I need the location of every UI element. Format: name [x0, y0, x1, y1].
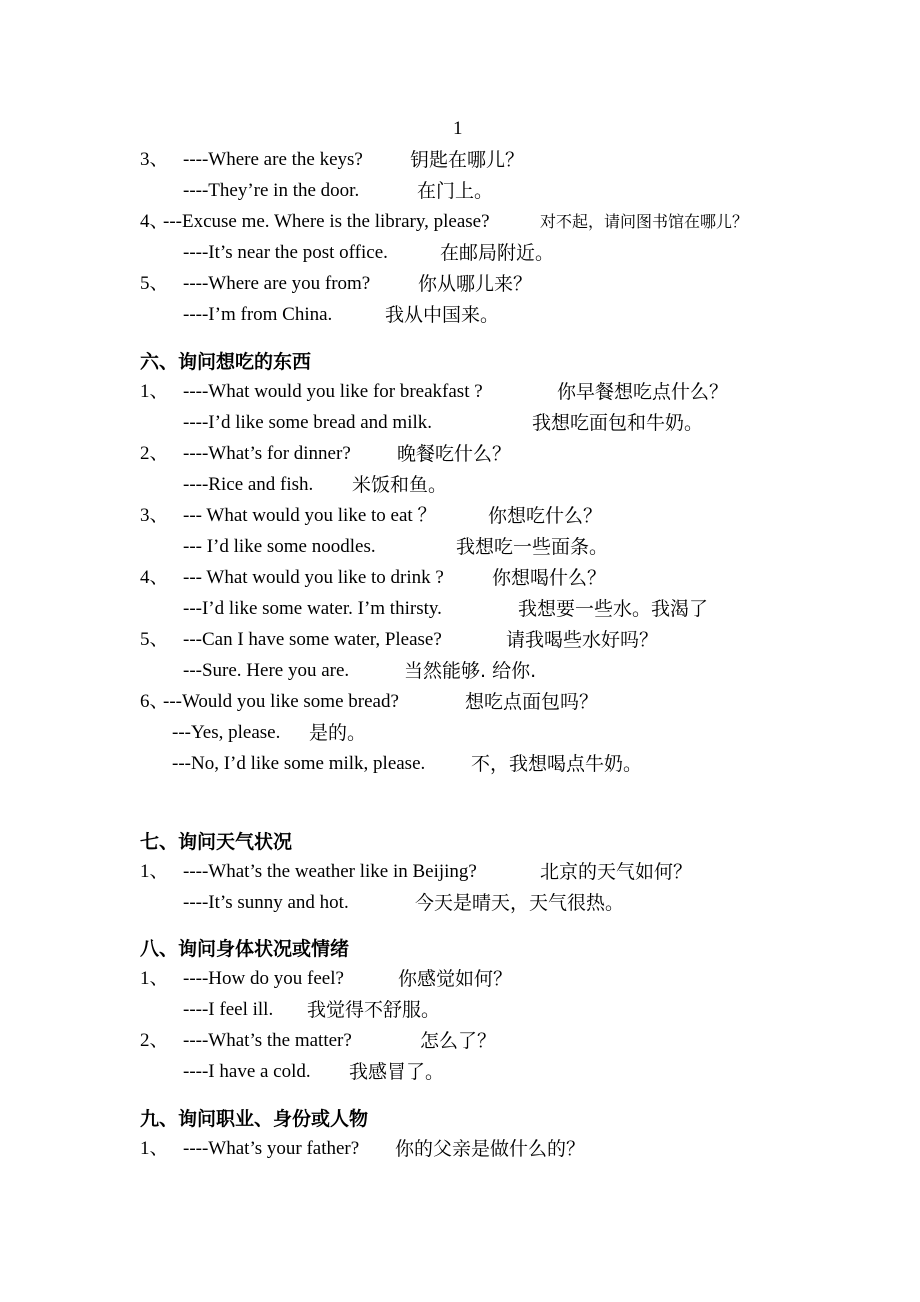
section-heading: 六、询问想吃的东西	[140, 351, 312, 373]
answer-chinese: 我想吃面包和牛奶。	[532, 412, 704, 434]
answer-english: ----I have a cold.	[183, 1061, 311, 1082]
question-english: ----What’s your father?	[183, 1138, 360, 1159]
question-chinese: 你的父亲是做什么的？	[395, 1138, 586, 1160]
item-number: 4、	[140, 567, 169, 588]
question-english: ---Would you like some bread?	[163, 691, 399, 712]
answer-english: ----I’m from China.	[183, 304, 333, 325]
answer-english: ----Rice and fish.	[183, 474, 314, 495]
question-english: ----Where are you from?	[183, 273, 371, 294]
question-english: ----How do you feel?	[183, 968, 344, 989]
answer-english: ----They’re in the door.	[183, 180, 360, 201]
answer-english: ----I feel ill.	[183, 999, 274, 1020]
question-english: --- What would you like to drink ?	[183, 567, 444, 588]
section-heading: 七、询问天气状况	[140, 831, 293, 853]
answer-chinese: 我从中国来。	[385, 304, 500, 326]
item-number: 5、	[140, 273, 169, 294]
answer-chinese: 当然能够. 给你.	[404, 660, 537, 682]
question-english: ----What’s the weather like in Beijing?	[183, 861, 477, 882]
item-number: 1、	[140, 968, 169, 989]
question-chinese: 晚餐吃什么？	[397, 443, 512, 465]
answer-chinese: 我想要一些水。我渴了	[518, 598, 709, 620]
answer-english: ----It’s sunny and hot.	[183, 892, 349, 913]
answer-english: ----I’d like some bread and milk.	[183, 412, 433, 433]
answer-chinese: 在门上。	[417, 180, 494, 202]
answer-english: ---I’d like some water. I’m thirsty.	[183, 598, 442, 619]
question-chinese: 怎么了？	[420, 1030, 497, 1052]
item-number: 3、	[140, 149, 169, 170]
section-heading: 九、询问职业、身份或人物	[140, 1108, 369, 1130]
question-chinese: 北京的天气如何？	[540, 861, 693, 883]
answer-english: ---Sure. Here you are.	[183, 660, 350, 681]
item-number: 1、	[140, 1138, 169, 1159]
answer-chinese: 今天是晴天，天气很热。	[415, 892, 625, 914]
question-english: ----What would you like for breakfast ?	[183, 381, 483, 402]
answer-chinese: 我感冒了。	[349, 1061, 445, 1083]
section-heading: 八、询问身体状况或情绪	[140, 938, 350, 960]
question-english: --- What would you like to eat ？	[183, 505, 437, 526]
answer-chinese: 我觉得不舒服。	[307, 999, 441, 1021]
answer-chinese: 我想吃一些面条。	[456, 536, 609, 558]
question-chinese: 你感觉如何？	[398, 968, 513, 990]
answer-chinese: 不，我想喝点牛奶。	[471, 753, 643, 775]
question-english: ---Excuse me. Where is the library, please?	[163, 211, 490, 232]
question-chinese: 对不起，请问图书馆在哪儿？	[540, 212, 749, 231]
answer-english: ----It’s near the post office.	[183, 242, 388, 263]
question-english: ----What’s the matter?	[183, 1030, 352, 1051]
answer-english: --- I’d like some noodles.	[183, 536, 376, 557]
item-number: 1、	[140, 381, 169, 402]
question-chinese: 钥匙在哪儿？	[410, 149, 525, 171]
item-number: 5、	[140, 629, 169, 650]
question-chinese: 你想吃什么？	[488, 505, 603, 527]
question-english: ----What’s for dinner?	[183, 443, 351, 464]
page-number: 1	[453, 118, 463, 139]
item-number: 1、	[140, 861, 169, 882]
question-english: ---Can I have some water, Please?	[183, 629, 442, 650]
question-chinese: 你从哪儿来？	[418, 273, 533, 295]
question-chinese: 请我喝些水好吗？	[506, 629, 659, 651]
question-chinese: 你早餐想吃点什么？	[557, 381, 729, 403]
item-number: 2、	[140, 1030, 169, 1051]
answer-chinese: 是的。	[309, 722, 367, 744]
question-chinese: 你想喝什么？	[492, 567, 607, 589]
item-number: 2、	[140, 443, 169, 464]
answer-english: ---Yes, please.	[172, 722, 281, 743]
question-english: ----Where are the keys?	[183, 149, 363, 170]
answer-chinese: 米饭和鱼。	[352, 474, 448, 496]
answer-english: ---No, I’d like some milk, please.	[172, 753, 426, 774]
question-chinese: 想吃点面包吗？	[465, 691, 599, 713]
item-number: 6、	[140, 691, 169, 712]
item-number: 3、	[140, 505, 169, 526]
answer-chinese: 在邮局附近。	[440, 242, 555, 264]
item-number: 4、	[140, 211, 169, 232]
